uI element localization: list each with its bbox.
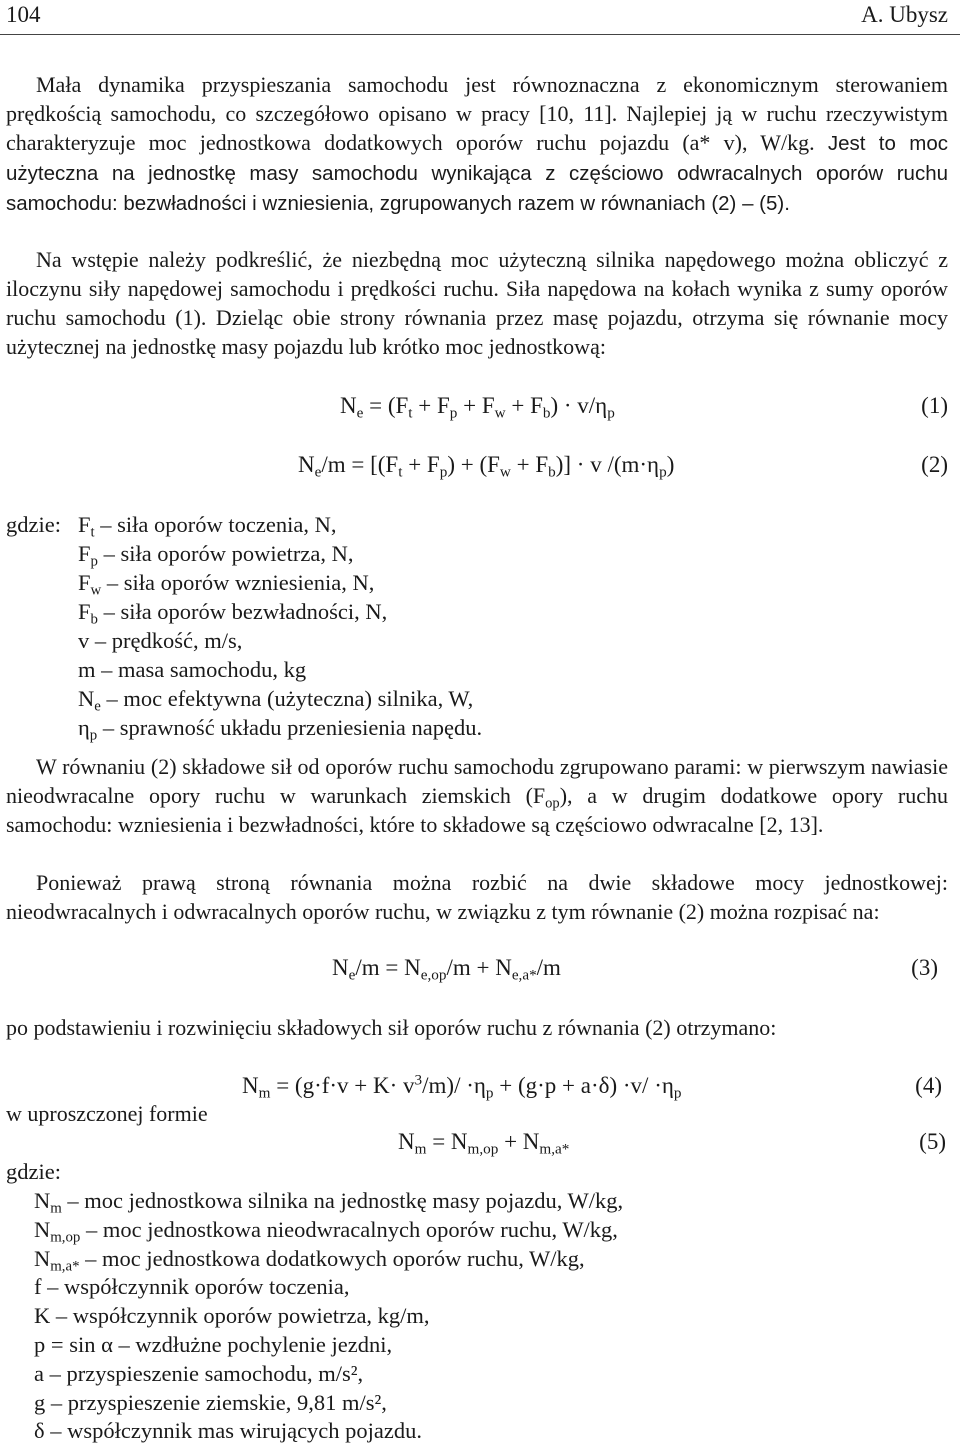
legend-2-item (34, 1272, 350, 1301)
legend-1-item (78, 597, 387, 626)
legend-2-symbol-subscript: m,a* (50, 1258, 80, 1275)
running-header-author: A. Ubysz (861, 2, 948, 27)
equation-1-number: (1) (921, 393, 948, 418)
paragraph-3-text-end: ), a w drugim dodatkowe opory ruchu samochodu: wzniesienia i bezwładności, które to składowe są częściowo odwracalne [2, 13]. (6, 783, 948, 837)
legend-1-description: – siła oporów wzniesienia, N, (101, 570, 375, 595)
legend-1-symbol: η (78, 715, 90, 740)
legend-2-description: – moc jednostkowa nieodwracalnych oporów ruchu, W/kg, (80, 1216, 618, 1242)
equation-2: $N_e/m = [(F_t + F_p) + (F_w + F_b)] \cdot v$ $/(m\cdot\eta_p)$ (298, 452, 675, 481)
legend-1-description: – sprawność układu przeniesienia napędu. (97, 715, 483, 740)
paragraph-1-serif: Mała dynamika przyspieszania samochodu jest równoznaczna z ekonomicznym sterowaniem prędkością samochodu, co szczegółowo opisano w pracy [10, 11]. Najlepiej ją w ruchu rzeczywistym charakteryzuje moc jednostkowa dodatkowych oporów ruchu pojazdu (a* v), W/kg. (6, 72, 948, 155)
legend-1-symbol-subscript: p (89, 727, 98, 744)
legend-2-description: – moc jednostkowa dodatkowych oporów ruchu, W/kg, (79, 1245, 585, 1271)
paragraph-3-subscript: op (545, 795, 560, 812)
legend-1-description: – masa samochodu, kg (95, 657, 307, 682)
legend-1-symbol-subscript: b (90, 611, 98, 628)
legend-1-symbol: F (78, 570, 91, 595)
legend-1-description: – moc efektywna (użyteczna) silnika, W, (100, 686, 474, 711)
legend-2-item (34, 1244, 585, 1273)
legend-2-intro: gdzie: (6, 1159, 61, 1184)
legend-2-item (34, 1359, 363, 1388)
paragraph-4: Ponieważ prawą stroną równania można rozbić na dwie składowe mocy jednostkowej: nieodwracalnych i odwracalnych oporów ruchu, w związku z tym równanie (2) można rozpisać na: (6, 870, 948, 924)
equation-1: $N_e = (F_t + F_p + F_w + F_b) \cdot v/\eta_p$ (340, 393, 615, 422)
legend-1-item (78, 684, 473, 713)
legend-2-symbol: g (34, 1389, 46, 1415)
legend-1-description: – siła oporów powietrza, N, (97, 541, 354, 566)
legend-1-symbol: F (78, 599, 91, 624)
equation-3: $N_e/m = N_{e,op}/m + N_{e,a*}/m$ (332, 955, 561, 984)
legend-1-intro: gdzie: (6, 512, 61, 537)
legend-2-symbol: δ (34, 1418, 45, 1444)
legend-2-description: – moc jednostkowa silnika na jednostkę masy pojazdu, W/kg, (61, 1188, 624, 1213)
legend-1-item (78, 713, 482, 742)
legend-2-symbol-subscript: m,op (50, 1229, 81, 1246)
legend-1-symbol: m (78, 657, 96, 682)
legend-1-symbol-subscript: e (94, 698, 101, 715)
legend-1-symbol: N (78, 686, 95, 711)
page-number: 104 (6, 2, 41, 27)
legend-2-symbol: p = sin α (34, 1332, 113, 1357)
legend-2-item (34, 1330, 392, 1359)
legend-2-description: – współczynnik mas wirujących pojazdu. (44, 1418, 423, 1444)
legend-2-symbol: a (34, 1360, 44, 1386)
legend-1-symbol-subscript: t (90, 524, 95, 541)
equation-2-number: (2) (921, 452, 948, 477)
paragraph-2: Na wstępie należy podkreślić, że niezbędną moc użyteczną silnika napędowego można obliczyć z iloczynu siły napędowej samochodu i prędkości ruchu. Siła napędowa na kołach wynika z sumy oporów ruchu samochodu (1). Dzieląc obie strony równania przez masę pojazdu, otrzyma się równanie mocy użytecznej na jednostkę masy pojazdu lub krótko moc jednostkową: (6, 247, 948, 359)
legend-2-item (34, 1301, 430, 1330)
paragraph-1 (6, 70, 948, 218)
header-rule (0, 34, 960, 35)
legend-2-symbol: N (34, 1188, 51, 1213)
equation-3-number: (3) (911, 955, 938, 980)
legend-2-item (34, 1215, 618, 1244)
equation-4: $N_m = (g\cdot f\cdot v + K\cdot v^3/m)/ \cdot\eta_p + (g\cdot p + a\cdot\delta) \cdot v/ \cdot\eta_p$ (242, 1071, 682, 1102)
legend-1-symbol-subscript: w (90, 582, 102, 599)
legend-1-description: – siła oporów toczenia, N, (94, 512, 337, 537)
legend-2-symbol: K (34, 1303, 51, 1329)
paragraph-3 (6, 752, 948, 839)
legend-2-description: – przyspieszenie samochodu, m/s², (44, 1360, 364, 1386)
legend-2-symbol: f (34, 1274, 42, 1300)
paragraph-6: w uproszczonej formie (6, 1101, 208, 1126)
legend-2-symbol-subscript: m (50, 1200, 62, 1217)
legend-2-symbol: N (34, 1216, 51, 1242)
legend-2-description: – wzdłużne pochylenie jezdni, (112, 1332, 393, 1357)
legend-2-symbol: N (34, 1245, 51, 1271)
legend-1-item (78, 539, 354, 568)
legend-2-description: – przyspieszenie ziemskie, 9,81 m/s², (45, 1389, 387, 1415)
equation-5: $N_m = N_{m,op} + N_{m,a*}$ (398, 1129, 570, 1158)
legend-1-item (78, 655, 306, 684)
legend-1-symbol: v (78, 628, 90, 653)
equation-4-number: (4) (915, 1073, 942, 1098)
legend-2-description: – współczynnik oporów powietrza, kg/m, (50, 1303, 430, 1329)
equation-5-number: (5) (919, 1129, 946, 1154)
paragraph-1-sans: Jest to moc użyteczna na jednostkę masy samochodu wynikająca z częściowo odwracalnych oporów ruchu samochodu: bezwładności i wzniesienia, zgrupowanych razem w równaniach (2) – (5). (6, 132, 949, 215)
legend-2-item (34, 1416, 422, 1445)
paragraph-5: po podstawieniu i rozwinięciu składowych sił oporów ruchu z równania (2) otrzymano: (6, 1015, 777, 1040)
legend-1-symbol: F (78, 512, 91, 537)
legend-1-item (78, 626, 242, 655)
legend-1-description: – siła oporów bezwładności, N, (97, 599, 388, 624)
legend-1-item (78, 568, 374, 597)
legend-2-item (34, 1388, 387, 1417)
legend-1-description: – prędkość, m/s, (89, 628, 243, 653)
legend-1-item (78, 510, 336, 539)
legend-2-description: – współczynnik oporów toczenia, (41, 1274, 350, 1300)
legend-1-symbol-subscript: p (90, 553, 98, 570)
paragraph-3-text: W równaniu (2) składowe sił od oporów ruchu samochodu zgrupowano parami: w pierwszym nawiasie nieodwracalne opory ruchu w warunkach ziemskich (F (6, 754, 948, 808)
legend-2-item (34, 1186, 623, 1215)
legend-1-symbol: F (78, 541, 91, 566)
